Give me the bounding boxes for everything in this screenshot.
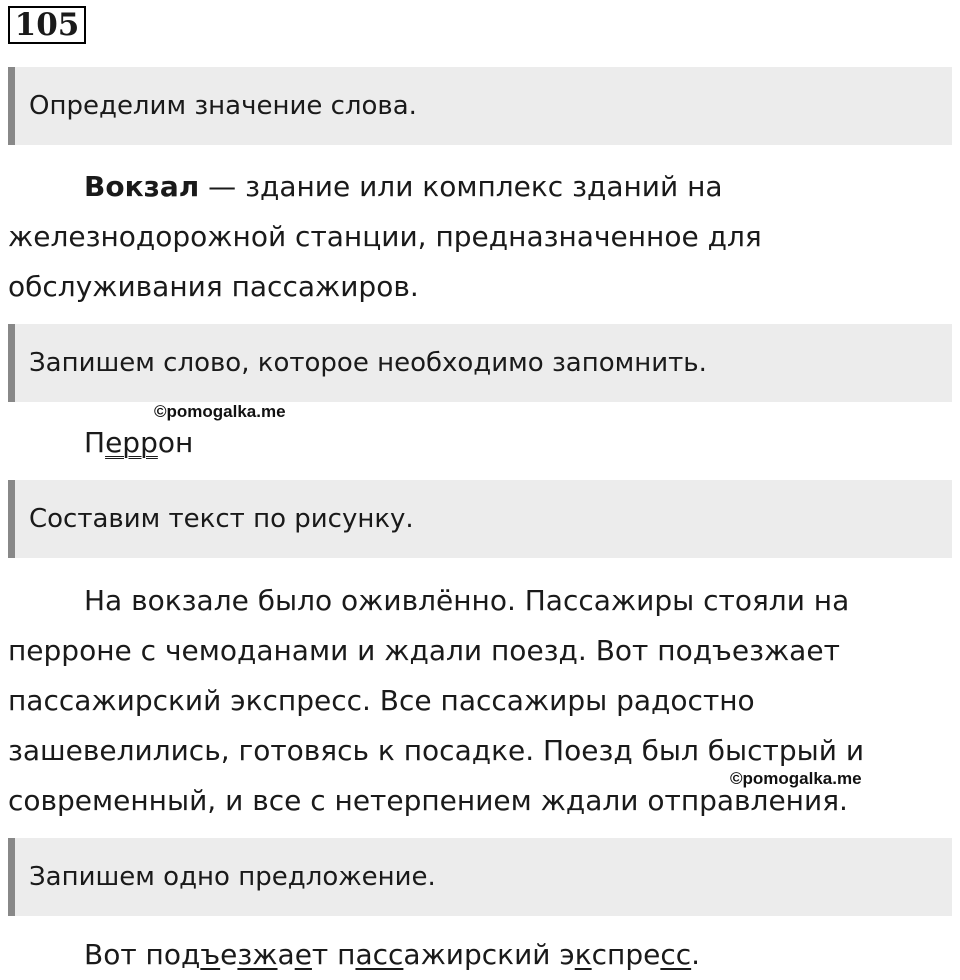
sentence-part: . <box>691 938 701 971</box>
watermark: ©pomogalka.me <box>730 769 862 788</box>
sentence-part: Вот под <box>84 938 201 971</box>
definition-text-1: — здание или комплекс зданий на <box>199 170 723 203</box>
chosen-sentence <box>8 930 952 980</box>
word-part: он <box>157 426 194 459</box>
sentence-part: ажирский э <box>403 938 575 971</box>
definition-line-1 <box>8 162 952 212</box>
section-heading-meaning: Определим значение слова. <box>8 67 952 145</box>
definition-line-3: обслуживания пассажиров. <box>8 270 419 303</box>
section-heading-sentence: Запишем одно предложение. <box>8 838 952 916</box>
sentence-part-underlined: е <box>294 938 312 971</box>
sentence-part-underlined: сс <box>660 938 692 971</box>
sentence-part: е <box>220 938 238 971</box>
remember-word-line <box>8 418 952 468</box>
chosen-sentence-line <box>8 930 952 980</box>
story-line-4: зашевелились, готовясь к посадке. Поезд был быстрый и <box>8 734 865 767</box>
exercise-number: 105 <box>8 6 86 44</box>
definition-paragraph <box>8 162 952 312</box>
section-heading-compose: Составим текст по рисунку. <box>8 480 952 558</box>
sentence-part-underlined: ъ <box>200 938 221 971</box>
section-heading-remember: Запишем слово, которое необходимо запомнить. <box>8 324 952 402</box>
sentence-part-underlined: к <box>574 938 592 971</box>
remember-word <box>8 418 952 468</box>
sentence-part-underlined: зж <box>237 938 278 971</box>
definition-line-2: железнодорожной станции, предназначенное для <box>8 220 762 253</box>
word-part-underlined: ерр <box>105 426 158 459</box>
sentence-part: спре <box>591 938 661 971</box>
watermark: ©pomogalka.me <box>154 402 286 421</box>
sentence-part: т п <box>311 938 356 971</box>
sentence-part-underlined: асс <box>355 938 404 971</box>
definition-term: Вокзал <box>84 170 200 203</box>
story-line-1: На вокзале было оживлённо. Пассажиры стояли на <box>84 584 850 617</box>
sentence-part: а <box>277 938 295 971</box>
story-line-2: перроне с чемоданами и ждали поезд. Вот подъезжает <box>8 634 840 667</box>
story-line-3: пассажирский экспресс. Все пассажиры радостно <box>8 684 755 717</box>
story-line-5: современный, и все с нетерпением ждали отправления. <box>8 784 848 817</box>
word-part: П <box>84 426 106 459</box>
